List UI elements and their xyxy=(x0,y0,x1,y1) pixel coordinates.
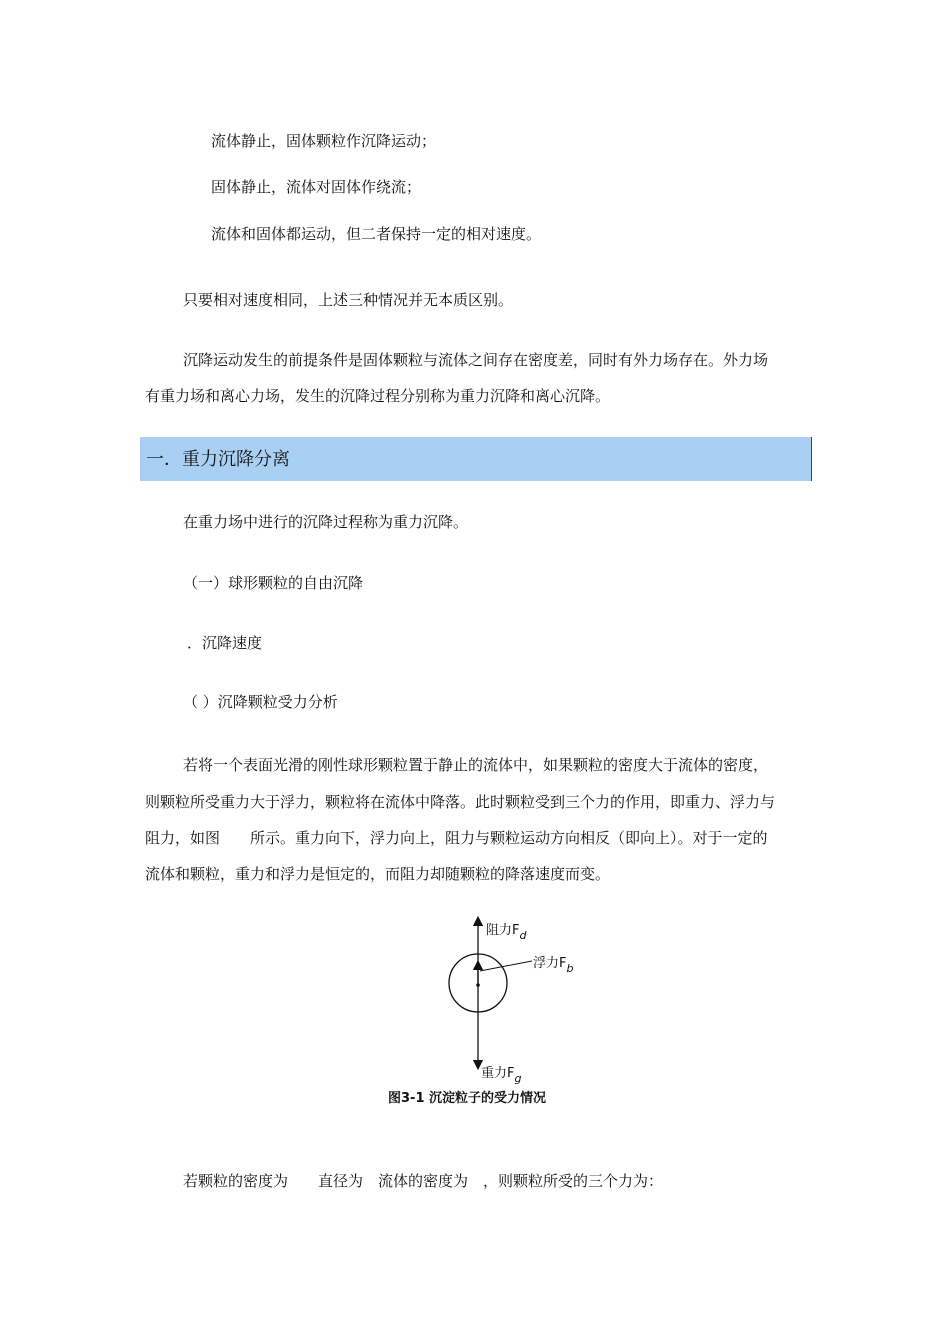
paragraph-condition-line2: 有重力场和离心力场，发生的沉降过程分别称为重力沉降和离心沉降。 xyxy=(145,387,611,405)
paragraph-gravity-definition: 在重力场中进行的沉降过程称为重力沉降。 xyxy=(183,513,469,531)
paragraph-forces-line1: 若将一个表面光滑的刚性球形颗粒置于静止的流体中，如果颗粒的密度大于流体的密度， xyxy=(183,756,769,774)
buoyancy-label: 浮力$F_b$ xyxy=(533,956,574,975)
gravity-label-subscript: g xyxy=(514,1072,522,1085)
paragraph-condition-line1: 沉降运动发生的前提条件是固体颗粒与流体之间存在密度差，同时有外力场存在。外力场 xyxy=(183,351,769,369)
paragraph-three-forces: 若颗粒的密度为 直径为 流体的密度为 ，则颗粒所受的三个力为： xyxy=(183,1172,664,1190)
paragraph-same-velocity: 只要相对速度相同，上述三种情况并无本质区别。 xyxy=(183,291,514,309)
section-heading: 一．重力沉降分离 xyxy=(146,449,290,470)
case-item-3: 流体和固体都运动，但二者保持一定的相对速度。 xyxy=(211,225,542,243)
force-diagram-svg xyxy=(380,915,620,1110)
subheading-settling-velocity: ．沉降速度 xyxy=(187,634,263,652)
buoyancy-leader-line xyxy=(480,961,532,971)
paragraph-forces-line3: 阻力，如图 所示。重力向下，浮力向上，阻力与颗粒运动方向相反（即向上）。对于一定的 xyxy=(145,829,768,847)
force-diagram xyxy=(380,915,620,1110)
case-item-2: 固体静止，流体对固体作绕流； xyxy=(211,178,422,196)
subheading-force-analysis: （ ）沉降颗粒受力分析 xyxy=(183,693,338,711)
paragraph-forces-line4: 流体和颗粒，重力和浮力是恒定的，而阻力却随颗粒的降落速度而变。 xyxy=(145,865,611,883)
paragraph-forces-line2: 则颗粒所受重力大于浮力，颗粒将在流体中降落。此时颗粒受到三个力的作用，即重力、浮力与 xyxy=(145,793,776,811)
buoyancy-label-subscript: b xyxy=(566,962,574,975)
gravity-label: 重力$F_g$ xyxy=(481,1066,522,1085)
figure-caption: 图3-1 沉淀粒子的受力情况 xyxy=(388,1091,547,1106)
subheading-spherical-settling: （一）球形颗粒的自由沉降 xyxy=(183,574,364,592)
drag-label-subscript: d xyxy=(519,929,527,942)
case-item-1: 流体静止，固体颗粒作沉降运动； xyxy=(211,132,437,150)
drag-label: 阻力$F_d$ xyxy=(486,923,527,942)
